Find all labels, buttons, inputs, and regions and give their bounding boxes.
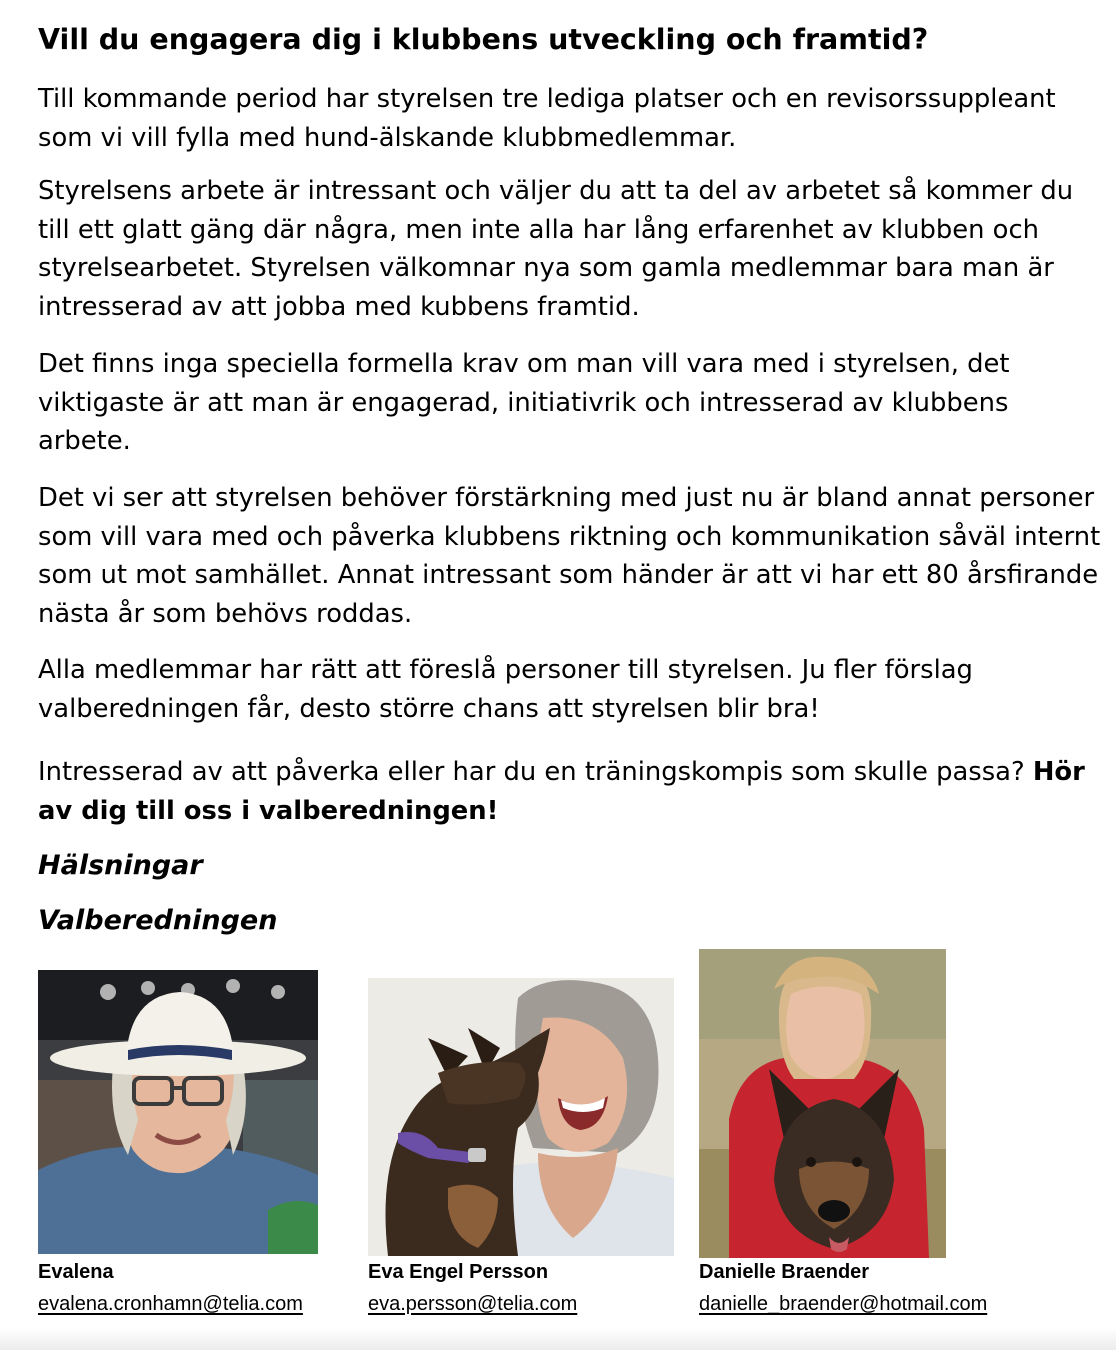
signature: Valberedningen bbox=[38, 905, 278, 936]
member-photo bbox=[38, 970, 318, 1254]
page-heading: Vill du engagera dig i klubbens utveckling och framtid? bbox=[38, 23, 929, 56]
paragraph-board-work: Styrelsens arbete är intressant och väljer du att ta del av arbetet så kommer du till ett glatt gäng där några, men inte alla har lång erfarenhet av klubben och styrelsearbetet. Styrelsen välkomnar nya som gamla medlemmar bara man är intresserad av att jobba med kubbens framtid. bbox=[38, 176, 1074, 322]
member-name: Eva Engel Persson bbox=[368, 1261, 549, 1283]
paragraph-intro: Till kommande period har styrelsen tre lediga platser och en revisorssuppleant som vi vill fylla med hund-älskande klubbmedlemmar. bbox=[38, 84, 1056, 153]
member-name: Danielle Braender bbox=[699, 1261, 870, 1283]
paragraph-needs: Det vi ser att styrelsen behöver förstärkning med just nu är bland annat personer som vill vara med och påverka klubbens riktning och kommunikation såväl internt som ut mot samhället. Annat intressant som händer är att vi har ett 80 årsfirande nästa år som behövs roddas. bbox=[38, 483, 1101, 629]
member-card-danielle-braender bbox=[699, 949, 988, 1315]
greeting: Hälsningar bbox=[38, 850, 203, 881]
member-email-link[interactable]: eva.persson@telia.com bbox=[368, 1293, 578, 1315]
member-email-link[interactable]: evalena.cronhamn@telia.com bbox=[38, 1293, 303, 1315]
member-photo bbox=[699, 949, 946, 1258]
member-photo bbox=[368, 978, 674, 1256]
paragraph-requirements: Det finns inga speciella formella krav om man vill vara med i styrelsen, det viktigaste är att man är engagerad, initiativrik och intresserad av klubbens arbete. bbox=[38, 349, 1010, 456]
page-bottom-edge bbox=[0, 1328, 1116, 1350]
member-name: Evalena bbox=[38, 1261, 114, 1283]
paragraph-nominations: Alla medlemmar har rätt att föreslå personer till styrelsen. Ju fler förslag valberedningen får, desto större chans att styrelsen blir bra! bbox=[38, 655, 973, 724]
member-email-link[interactable]: danielle_braender@hotmail.com bbox=[699, 1293, 988, 1315]
member-card-evalena bbox=[38, 970, 318, 1315]
contact-text: Intresserad av att påverka eller har du en träningskompis som skulle passa? bbox=[38, 757, 1033, 787]
contact-emphasis: Hör av dig till oss i valberedningen! bbox=[38, 757, 1085, 826]
paragraph-contact bbox=[38, 753, 1108, 830]
member-card-eva-engel-persson bbox=[368, 978, 674, 1315]
